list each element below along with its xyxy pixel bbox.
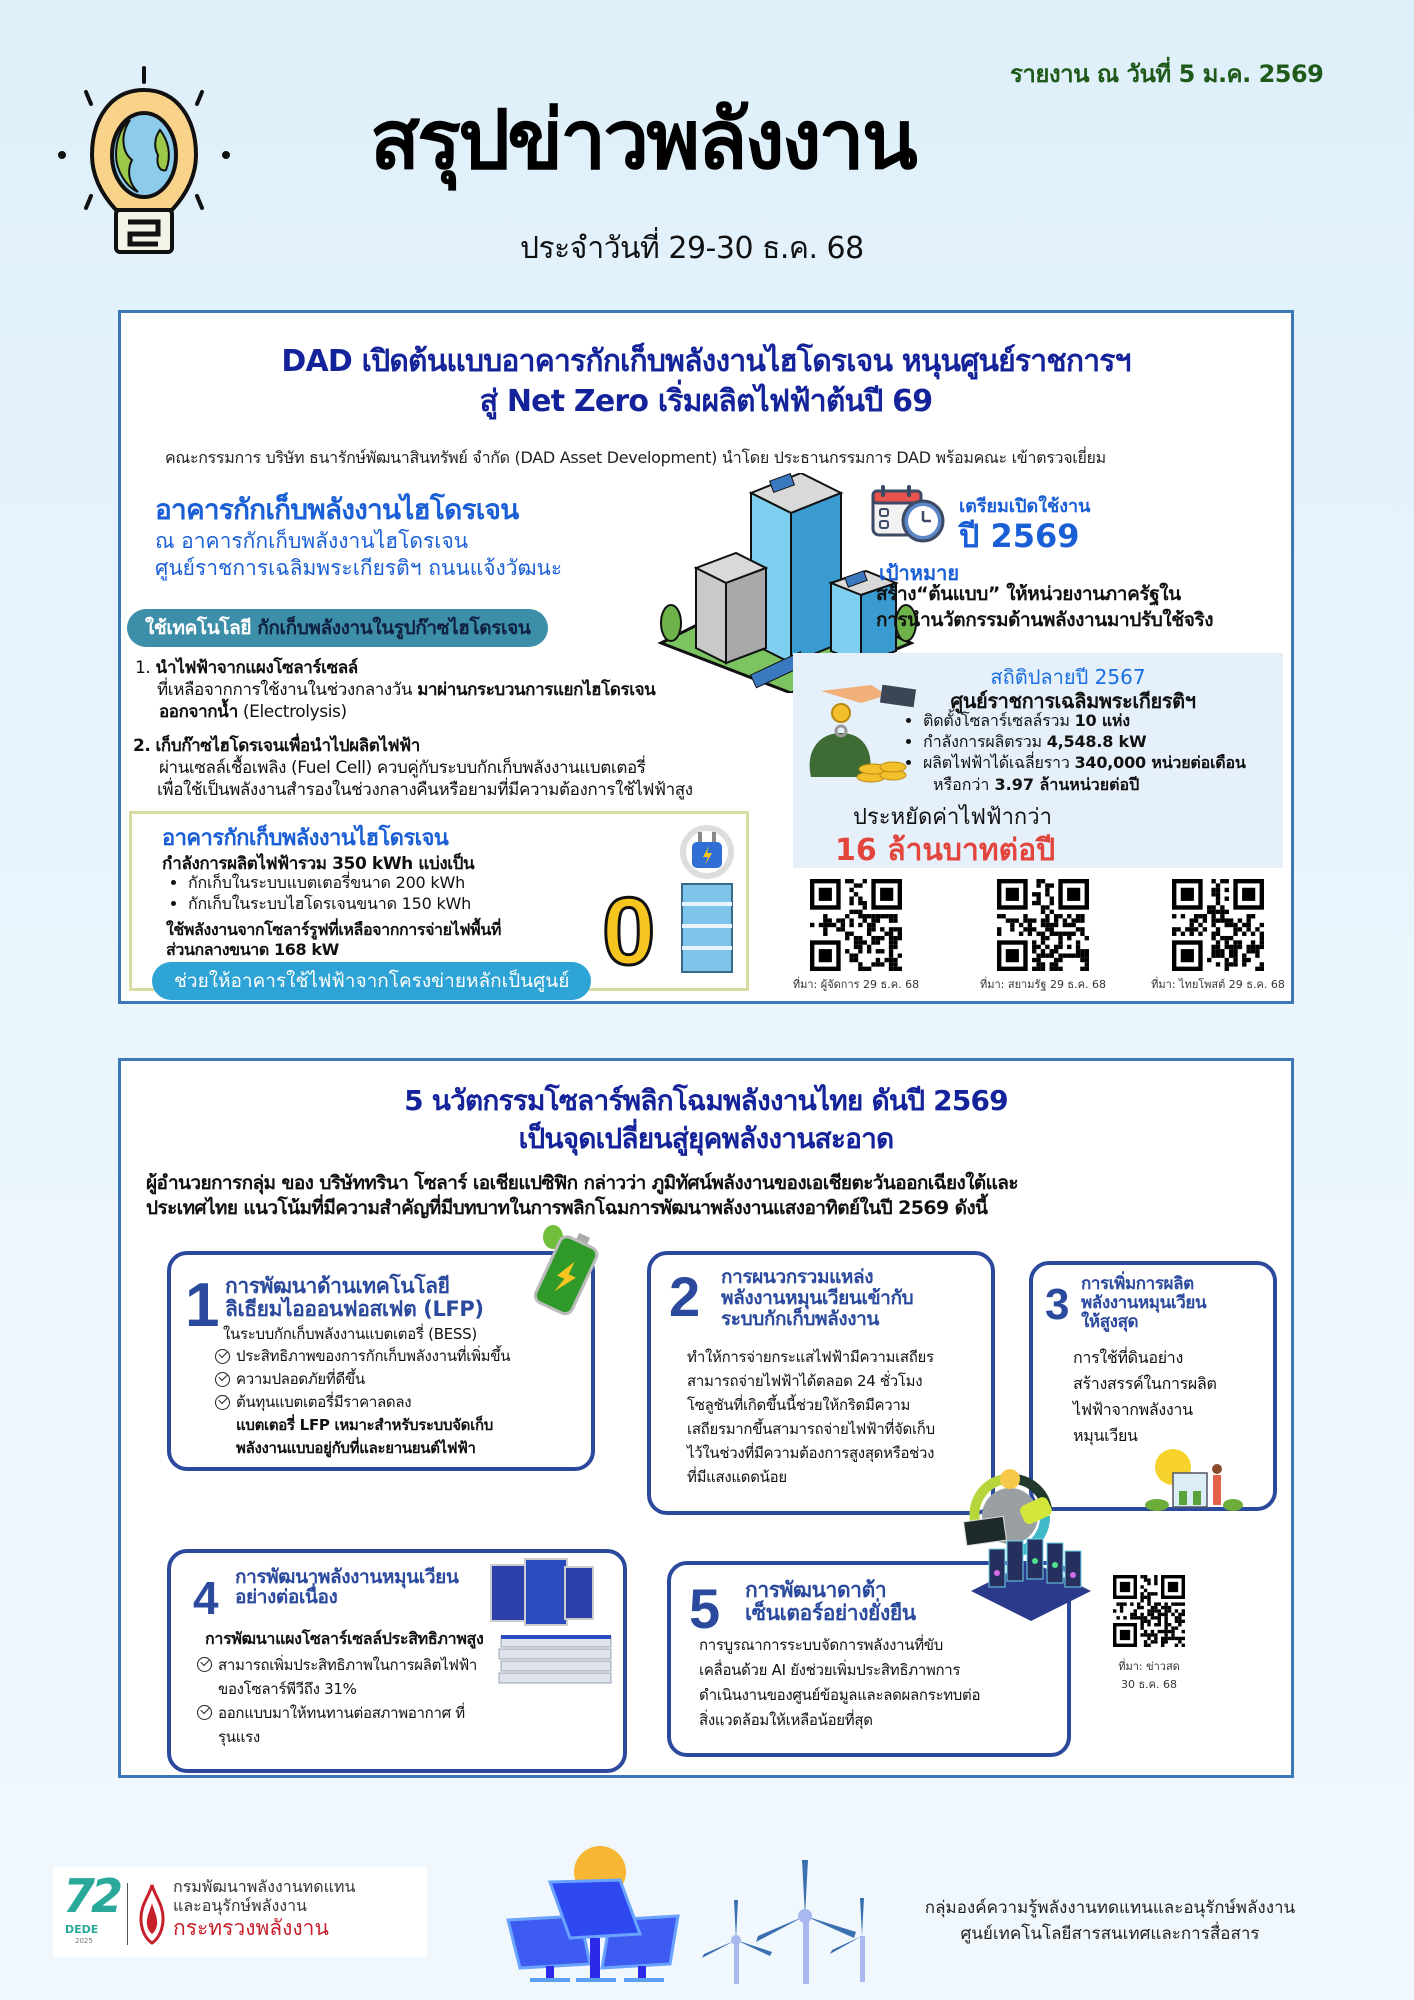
stats-bullet-label: ติดตั้งโซลาร์เซลล์รวม [923,711,1070,730]
source-qr-4[interactable] [1089,1571,1209,1693]
card-checklist [215,1345,510,1460]
card-body-line: ทำให้การจ่ายกระแสไฟฟ้ามีความเสถียร [687,1348,934,1366]
dede-72-badge [63,1869,120,1951]
source-caption: ที่มา: ผู้จัดการ 29 ธ.ค. 68 [792,978,920,991]
news1-title-line1: DAD เปิดต้นแบบอาคารกักเก็บพลังงานไฮโดรเจน หนุนศูนย์ราชการฯ [281,344,1131,379]
card-title-line: การพัฒนาดาต้า [745,1578,887,1602]
card-body-line: ไฟฟ้าจากพลังงาน [1073,1400,1193,1419]
saving-label: ประหยัดค่าไฟฟ้ากว่า [853,805,1052,830]
innovation-card-3 [1029,1261,1277,1511]
check-item [215,1391,510,1414]
footer-credit [880,1895,1340,1947]
card-title-line: การผนวกรวมแหล่ง [721,1266,874,1288]
capacity-bullets [188,872,471,914]
card-number: 5 [689,1577,721,1640]
goal-line2: การนำนวัตกรรมด้านพลังงานมาปรับใช้จริง [876,609,1214,631]
check-circle-icon [215,1395,230,1410]
source-qr-3[interactable] [1143,879,1293,993]
card-body-line: เสถียรมากขึ้นสามารถจ่ายไฟฟ้าที่จัดเก็บ [687,1420,935,1438]
news2-title-line1: 5 นวัตกรรมโซลาร์พลิกโฉมพลังงานไทย ดันปี 2569 [404,1084,1008,1117]
check-item [197,1653,497,1701]
stats-box [793,653,1283,868]
qr-code-icon[interactable] [810,879,902,971]
card-title [721,1267,913,1330]
card-body-line: โซลูชันที่เกิดขึ้นนี้ช่วยให้กริดมีความ [687,1396,911,1414]
card-body [1073,1345,1217,1449]
saving-value: 16 ล้านบาทต่อปี [835,833,1056,868]
source-caption-line1: ที่มา: ข่าวสด [1118,1660,1180,1673]
step-2-title: เก็บก๊าซไฮโดรเจนเพื่อนำไปผลิตไฟฟ้า [155,736,420,756]
goal-label: เป้าหมาย [879,561,960,585]
data-center-icon [971,1531,1091,1621]
check-item-text: สามารถเพิ่มประสิทธิภาพในการผลิตไฟฟ้า ของโซลาร์พีวีถึง 31% [218,1656,478,1698]
check-item-text: ออกแบบมาให้ทนทานต่อสภาพอากาศ ที่รุนแรง [218,1704,465,1746]
technology-pill [127,609,548,647]
stats-bullet-value: 340,000 หน่วยต่อเดือน [1074,753,1246,772]
stats-bullet [923,752,1246,773]
step-2-num: 2. [133,736,151,756]
card-number: 3 [1045,1280,1070,1329]
check-item [197,1701,497,1749]
zero-grid-pill: ช่วยให้อาคารใช้ไฟฟ้าจากโครงข่ายหลักเป็นศูนย์ [152,962,591,1000]
calendar-clock-icon [869,483,949,543]
zero-digit: 0 [602,878,656,985]
flame-emblem-icon [137,1883,167,1945]
step-1-title: นำไฟฟ้าจากแผงโซลาร์เซลล์ [155,658,358,678]
coin-purse-icon [801,681,921,791]
stats-extra-value: 3.97 ล้านหน่วยต่อปี [994,775,1140,794]
card-title-line: การพัฒนาพลังงานหมุนเวียน [235,1566,459,1588]
check-item-text: ประสิทธิภาพของการกักเก็บพลังงานที่เพิ่มขึ้น [236,1347,511,1365]
innovation-card-1 [167,1251,595,1471]
technology-prefix: ใช้เทคโนโลยี [145,617,252,639]
stats-bullet [923,710,1246,731]
qr-code-icon[interactable] [997,879,1089,971]
card-title-line: ลิเธียมไอออนฟอสเฟต (LFP) [225,1297,484,1321]
check-circle-icon [215,1372,230,1387]
goal-text [876,581,1213,633]
card-title-line: ให้สูงสุด [1081,1312,1139,1332]
plug-building-icon [672,824,742,974]
card-title-line: การพัฒนาด้านเทคโนโลยี [225,1274,450,1298]
stats-bullet-value: 4,548.8 kW [1046,732,1147,751]
step-1-line2-bold: ออกจากน้ำ [159,702,238,722]
card-number: 4 [193,1572,219,1624]
opening-year: ปี 2569 [959,517,1080,555]
card-title-line: เซ็นเตอร์อย่างยั่งยืน [745,1601,916,1625]
check-item [215,1345,510,1368]
sun-solar-person-icon [1143,1445,1243,1511]
source-qr-2[interactable] [968,879,1118,993]
ministry-name: กระทรวงพลังงาน [173,1916,329,1940]
qr-code-icon[interactable] [1113,1575,1185,1647]
card-body-line: เคลื่อนด้วย AI ยังช่วยเพิ่มประสิทธิภาพการ [699,1661,961,1679]
news-panel-solar-innovations [118,1058,1294,1778]
solar-roof-note [166,920,501,960]
stats-bullet-label: กำลังการผลิตรวม [923,732,1042,751]
card-title [225,1275,484,1321]
check-item-text: ต้นทุนแบตเตอรี่มีราคาลดลง [236,1393,412,1411]
stats-bullet-label: ผลิตไฟฟ้าได้เฉลี่ยราว [923,753,1070,772]
news2-lead-line2: ประเทศไทย แนวโน้มที่มีความสำคัญที่มีบทบาทในการพลิกโฉมการพัฒนาพลังงานแสงอาทิตย์ในปี 2569 ดังนี้ [146,1197,988,1219]
wind-turbine-icon [702,1860,865,1984]
dept-line1: กรมพัฒนาพลังงานทดแทน [173,1877,356,1896]
card-subtitle: ในระบบกักเก็บพลังงานแบตเตอรี่ (BESS) [223,1325,477,1343]
stats-bullets [923,710,1246,773]
card-title-line: การเพิ่มการผลิต [1081,1274,1194,1294]
solar-wind-illustration [490,1830,870,1990]
news2-lead [146,1171,1276,1221]
card-title-line: พลังงานหมุนเวียนเข้ากับ [721,1287,914,1309]
stats-bullet [923,731,1246,752]
card-subtitle: การพัฒนาแผงโซลาร์เซลล์ประสิทธิภาพสูง [205,1629,484,1648]
card-title [235,1567,458,1607]
capacity-box [129,811,749,991]
page-title: สรุปข่าวพลังงาน [370,93,915,188]
building-heading: อาคารกักเก็บพลังงานไฮโดรเจน [155,493,519,526]
step-2 [133,735,733,801]
card-number: 2 [669,1265,701,1328]
capacity-total: กำลังการผลิตไฟฟ้ารวม 350 kWh แบ่งเป็น [162,854,475,874]
source-caption: ที่มา: สยามรัฐ 29 ธ.ค. 68 [980,978,1106,991]
card-number: 1 [185,1271,220,1340]
news2-title-line2: เป็นจุดเปลี่ยนสู่ยุคพลังงานสะอาด [518,1122,894,1155]
card-body-line: การบูรณาการระบบจัดการพลังงานที่ขับ [699,1636,943,1654]
check-circle-icon [197,1705,212,1720]
card-body-line: หมุนเวียน [1073,1426,1138,1445]
capacity-bullet: • กักเก็บในระบบไฮโดรเจนขนาด 150 kWh [188,893,471,914]
solar-roof-line2: ส่วนกลางขนาด 168 kW [166,940,339,959]
news-panel-hydrogen [118,310,1294,1004]
news1-title-line2: สู่ Net Zero เริ่มผลิตไฟฟ้าต้นปี 69 [479,384,933,419]
card-title-line: พลังงานหมุนเวียน [1081,1293,1207,1313]
building-location [155,528,562,582]
card-bold-line: แบตเตอรี่ LFP เหมาะสำหรับระบบจัดเก็บ [236,1416,493,1434]
dede-logo [53,1867,427,1957]
capacity-bullet: • กักเก็บในระบบแบตเตอรี่ขนาด 200 kWh [188,872,471,893]
dept-name [173,1877,355,1941]
battery-icon [531,1223,601,1319]
card-bold-line: พลังงานแบบอยู่กับที่และยานยนต์ไฟฟ้า [236,1439,476,1457]
lightbulb-globe-icon [50,60,240,260]
step-2-line2: เพื่อใช้เป็นพลังงานสำรองในช่วงกลางคืนหรือยามที่มีความต้องการใช้ไฟฟ้าสูง [157,780,693,800]
news1-lead: คณะกรรมการ บริษัท ธนารักษ์พัฒนาสินทรัพย์ จำกัด (DAD Asset Development) นำโดย ประธานกรรมการ DAD พร้อมคณะ เข้าตรวจเยี่ยม [165,448,1106,467]
source-caption: ที่มา: ไทยโพสต์ 29 ธ.ค. 68 [1151,978,1285,991]
innovation-card-4 [167,1549,627,1773]
solar-panels-icon [487,1557,617,1685]
stats-title: สถิติปลายปี 2567 [990,665,1146,689]
badge-text: DEDE [65,1923,99,1936]
technology-highlight: กักเก็บพลังงานในรูปก๊าซไฮโดรเจน [257,617,531,639]
card-title [745,1579,916,1625]
card-body-line: ที่มีแสงแดดน้อย [687,1468,787,1486]
card-body-line: ดำเนินงานของศูนย์ข้อมูลและลดผลกระทบต่อ [699,1686,981,1704]
opening-label: เตรียมเปิดใช้งาน [959,496,1091,517]
stats-bullet-value: 10 แห่ง [1074,711,1130,730]
logo-divider [127,1883,128,1945]
card-body [699,1633,980,1733]
card-body-line: สร้างสรรค์ในการผลิต [1073,1374,1217,1393]
source-caption-line2: 30 ธ.ค. 68 [1120,1678,1178,1691]
source-qr-1[interactable] [781,879,931,993]
card-title-line: ระบบกักเก็บพลังงาน [721,1308,879,1330]
step-1-line2-plain: (Electrolysis) [242,702,347,722]
card-body-line: ไว้ในช่วงที่มีความต้องการสูงสุดหรือช่วง [687,1444,935,1462]
badge-year: 2025 [75,1937,93,1945]
qr-code-icon[interactable] [1172,879,1264,971]
check-circle-icon [215,1349,230,1364]
solar-roof-line1: ใช้พลังงานจากโซลาร์รูฟที่เหลือจากการจ่ายไฟพื้นที่ [166,920,502,939]
card-title [1081,1275,1206,1332]
stats-subtitle: ศูนย์ราชการเฉลิมพระเกียรติฯ [950,689,1196,713]
check-item [215,1368,510,1391]
check-item-text: ความปลอดภัยที่ดีขึ้น [236,1370,365,1388]
stats-extra [933,773,1139,798]
badge-number: 72 [63,1869,120,1923]
card-body-line: สิ่งแวดล้อมให้เหลือน้อยที่สุด [699,1711,873,1729]
card-title-line: อย่างต่อเนื่อง [235,1586,338,1608]
building-location-line1: ณ อาคารกักเก็บพลังงานไฮโดรเจน [155,529,469,553]
capacity-heading: อาคารกักเก็บพลังงานไฮโดรเจน [162,826,449,851]
card-body-line: สามารถจ่ายไฟฟ้าได้ตลอด 24 ชั่วโมง [687,1372,923,1390]
stats-extra-label: หรือกว่า [933,775,990,794]
dept-line2: และอนุรักษ์พลังงาน [173,1896,307,1915]
step-1-line1-plain: ที่เหลือจากการใช้งานในช่วงกลางวัน [157,680,413,700]
card-body [687,1345,935,1489]
solar-panel-icon [508,1880,678,1982]
innovation-card-2 [647,1251,995,1515]
step-1-line1-bold: มาผ่านกระบวนการแยกไฮโดรเจน [417,680,656,700]
credit-line2: ศูนย์เทคโนโลยีสารสนเทศและการสื่อสาร [960,1924,1260,1944]
step-2-line1: ผ่านเซลล์เชื้อเพลิง (Fuel Cell) ควบคู่กับระบบกักเก็บพลังงานแบตเตอรี่ [159,758,646,778]
credit-line1: กลุ่มองค์ความรู้พลังงานทดแทนและอนุรักษ์พลังงาน [924,1898,1296,1918]
card-body-line: การใช้ที่ดินอย่าง [1073,1348,1183,1367]
report-date: รายงาน ณ วันที่ 5 ม.ค. 2569 [1010,60,1324,88]
step-1-num: 1. [135,658,151,678]
news2-lead-line1: ผู้อำนวยการกลุ่ม ของ บริษัททรินา โซลาร์ เอเชียแปซิฟิก กล่าวว่า ภูมิทัศน์พลังงานของเอเชียตะวันออกเฉียงใต้และ [146,1172,1018,1194]
goal-line1: สร้าง“ต้นแบบ” ให้หน่วยงานภาครัฐใน [876,583,1181,605]
card-checklist [197,1653,497,1749]
step-1 [135,657,695,723]
check-circle-icon [197,1657,212,1672]
page-subtitle: ประจำวันที่ 29-30 ธ.ค. 68 [520,231,864,266]
building-location-line2: ศูนย์ราชการเฉลิมพระเกียรติฯ ถนนแจ้งวัฒนะ [155,556,563,580]
